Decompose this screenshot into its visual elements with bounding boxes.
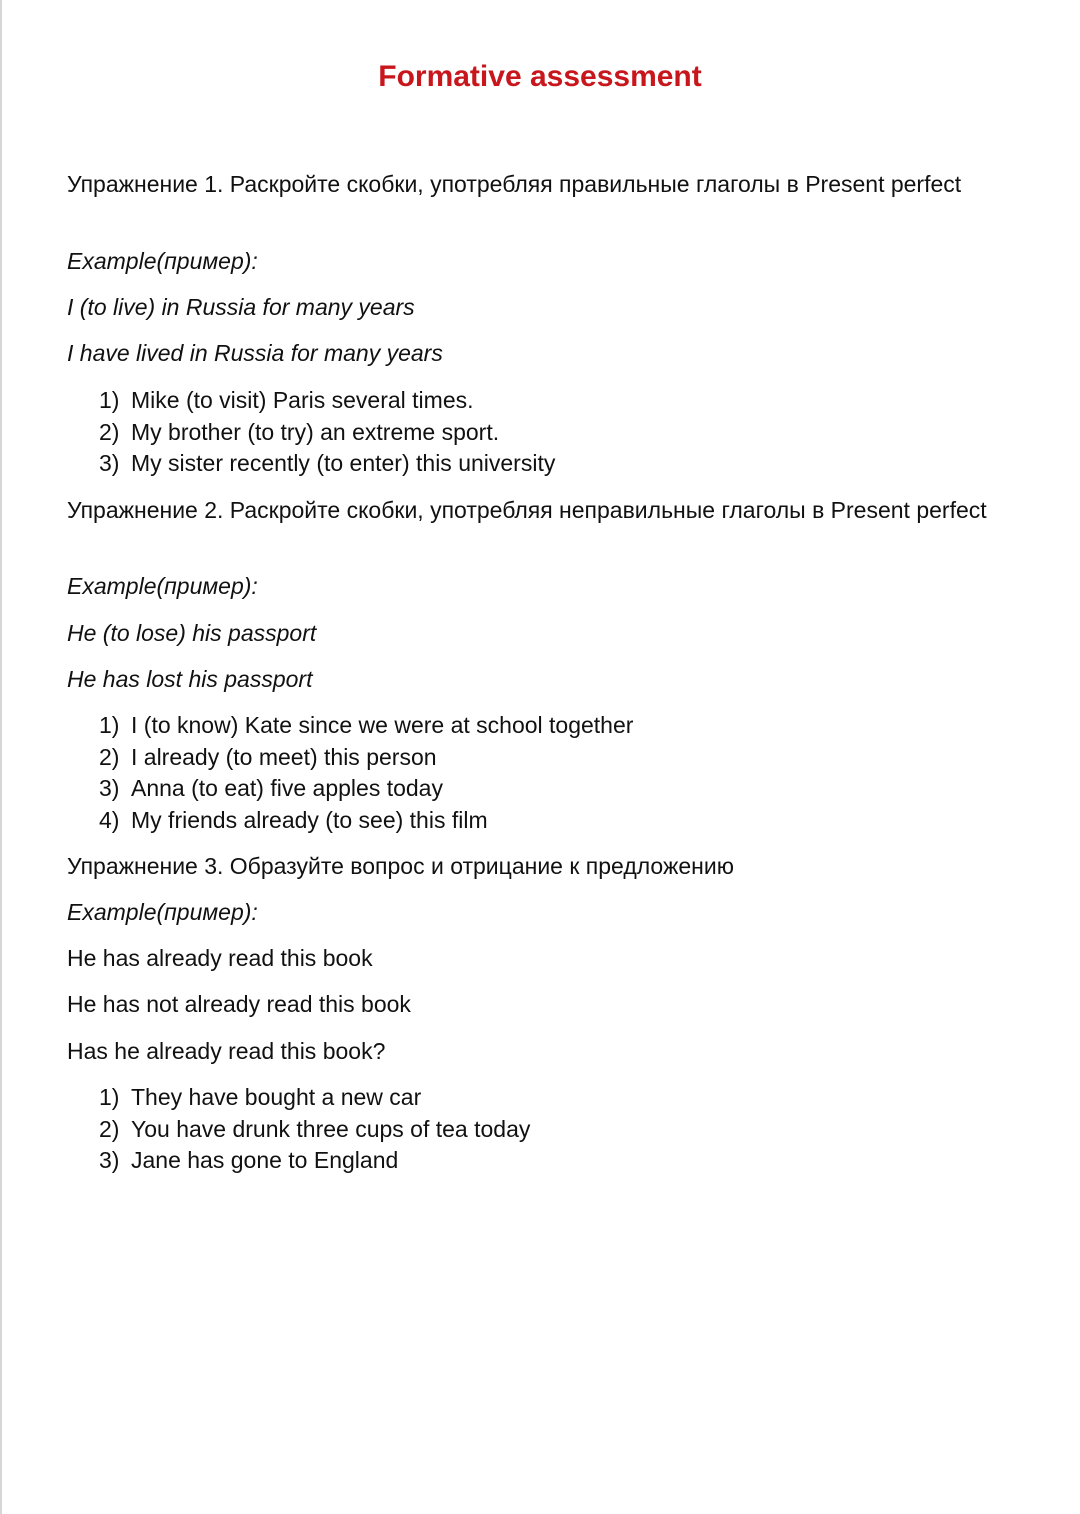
item-number: 1): [99, 387, 120, 413]
exercise-3-list: [99, 1082, 1019, 1177]
exercise-1-heading: Упражнение 1. Раскройте скобки, употребляя правильные глаголы в Present perfect: [67, 171, 962, 197]
exercise-2-example-task: He (to lose) his passport: [67, 620, 317, 646]
item-number: 3): [99, 1147, 120, 1174]
exercise-2-example-answer: He has lost his passport: [67, 666, 313, 692]
exercise-3-example-negative: He has not already read this book: [67, 991, 411, 1017]
exercise-1-list: [99, 385, 1019, 480]
item-number: 4): [99, 807, 120, 834]
exercise-2-list: [99, 710, 1019, 837]
exercise-3-example-statement: He has already read this book: [67, 945, 373, 971]
item-number: 2): [99, 418, 120, 445]
item-text: I already (to meet) this person: [131, 743, 437, 770]
page-title: Formative assessment: [378, 60, 702, 93]
list-item: [99, 1082, 1019, 1114]
exercise-1-example-task: I (to live) in Russia for many years: [67, 294, 415, 320]
exercise-2-heading: Упражнение 2. Раскройте скобки, употребляя неправильные глаголы в Present perfect: [67, 497, 987, 523]
list-item: [99, 448, 1019, 480]
page-left-edge: [0, 0, 2, 1514]
exercise-2-example-label: Example(пример):: [67, 573, 258, 599]
item-text: My friends already (to see) this film: [131, 807, 488, 834]
item-number: 2): [99, 1115, 120, 1142]
item-text: My sister recently (to enter) this university: [131, 450, 556, 477]
exercise-1-example-answer: I have lived in Russia for many years: [67, 340, 443, 366]
item-text: I (to know) Kate since we were at school together: [131, 712, 634, 738]
item-text: Anna (to eat) five apples today: [131, 775, 443, 802]
list-item: [99, 773, 1019, 805]
item-number: 3): [99, 450, 120, 477]
item-number: 2): [99, 743, 120, 770]
item-text: Mike (to visit) Paris several times.: [131, 387, 474, 413]
item-text: My brother (to try) an extreme sport.: [131, 418, 500, 445]
list-item: [99, 805, 1019, 837]
list-item: [99, 742, 1019, 774]
item-text: Jane has gone to England: [131, 1147, 399, 1174]
list-item: [99, 1145, 1019, 1177]
item-text: You have drunk three cups of tea today: [131, 1115, 531, 1142]
item-number: 1): [99, 712, 120, 738]
list-item: [99, 417, 1019, 449]
exercise-3-heading: Упражнение 3. Образуйте вопрос и отрицание к предложению: [67, 853, 734, 879]
list-item: [99, 710, 1019, 742]
list-item: [99, 385, 1019, 417]
exercise-3-example-question: Has he already read this book?: [67, 1038, 386, 1064]
list-item: [99, 1114, 1019, 1146]
item-number: 3): [99, 775, 120, 802]
item-number: 1): [99, 1084, 120, 1110]
item-text: They have bought a new car: [131, 1084, 422, 1110]
exercise-1-example-label: Example(пример):: [67, 248, 258, 274]
exercise-3-example-label: Example(пример):: [67, 899, 258, 925]
